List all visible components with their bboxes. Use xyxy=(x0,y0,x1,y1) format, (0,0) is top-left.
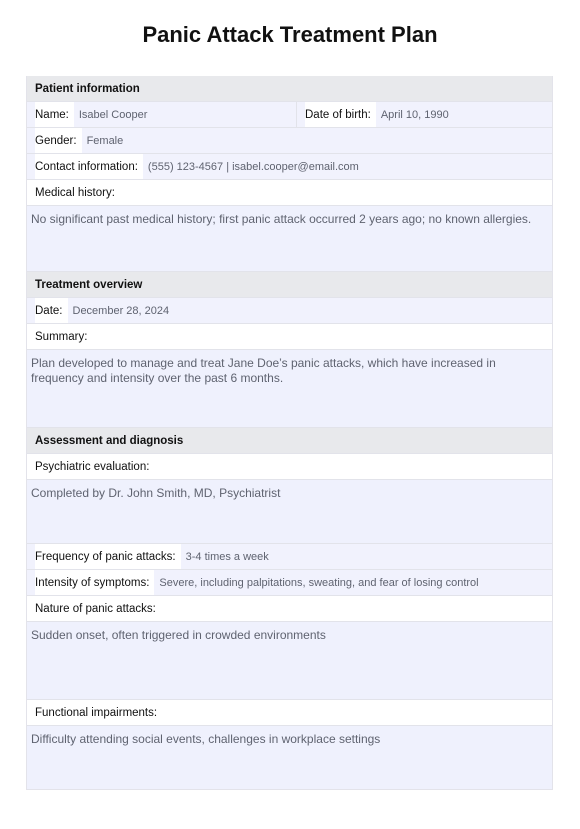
contact-value: (555) 123-4567 | isabel.cooper@email.com xyxy=(147,160,359,173)
medical-history-label-row xyxy=(27,180,552,206)
frequency-field[interactable] xyxy=(27,544,552,570)
dob-field[interactable] xyxy=(297,102,552,127)
name-field[interactable] xyxy=(27,102,297,127)
treatment-plan-form xyxy=(26,76,553,790)
frequency-label: Frequency of panic attacks: xyxy=(35,544,181,569)
impairments-label: Functional impairments: xyxy=(35,700,157,725)
dob-value: April 10, 1990 xyxy=(380,108,449,121)
summary-label-row xyxy=(27,324,552,350)
gender-value: Female xyxy=(86,134,124,147)
psychiatric-evaluation-label-row xyxy=(27,454,552,480)
section-header-treatment-overview: Treatment overview xyxy=(27,272,552,298)
summary-label: Summary: xyxy=(35,324,87,349)
dob-label: Date of birth: xyxy=(305,102,376,127)
psychiatric-evaluation-label: Psychiatric evaluation: xyxy=(35,454,149,479)
gender-field[interactable] xyxy=(27,128,552,154)
nature-label-row xyxy=(27,596,552,622)
section-header-assessment-diagnosis: Assessment and diagnosis xyxy=(27,428,552,454)
nature-textarea[interactable]: Sudden onset, often triggered in crowded environments xyxy=(27,622,552,700)
contact-label: Contact information: xyxy=(35,154,143,179)
section-header-patient-information: Patient information xyxy=(27,76,552,102)
frequency-value: 3-4 times a week xyxy=(185,550,269,563)
treatment-date-field[interactable] xyxy=(27,298,552,324)
medical-history-textarea[interactable]: No significant past medical history; first panic attack occurred 2 years ago; no known allergies. xyxy=(27,206,552,272)
contact-field[interactable] xyxy=(27,154,552,180)
treatment-date-value: December 28, 2024 xyxy=(72,304,170,317)
intensity-field[interactable] xyxy=(27,570,552,596)
gender-label: Gender: xyxy=(35,128,82,153)
name-dob-row xyxy=(27,102,552,128)
page-title: Panic Attack Treatment Plan xyxy=(142,22,438,47)
intensity-value: Severe, including palpitations, sweating, and fear of losing control xyxy=(159,576,479,589)
impairments-textarea[interactable]: Difficulty attending social events, challenges in workplace settings xyxy=(27,726,552,789)
summary-textarea[interactable]: Plan developed to manage and treat Jane Doe’s panic attacks, which have increased in frequency and intensity over the past 6 months. xyxy=(27,350,552,428)
impairments-label-row xyxy=(27,700,552,726)
psychiatric-evaluation-textarea[interactable]: Completed by Dr. John Smith, MD, Psychiatrist xyxy=(27,480,552,544)
medical-history-label: Medical history: xyxy=(35,180,115,205)
name-label: Name: xyxy=(35,102,74,127)
treatment-date-label: Date: xyxy=(35,298,68,323)
name-value: Isabel Cooper xyxy=(78,108,148,121)
nature-label: Nature of panic attacks: xyxy=(35,596,156,621)
intensity-label: Intensity of symptoms: xyxy=(35,570,154,595)
